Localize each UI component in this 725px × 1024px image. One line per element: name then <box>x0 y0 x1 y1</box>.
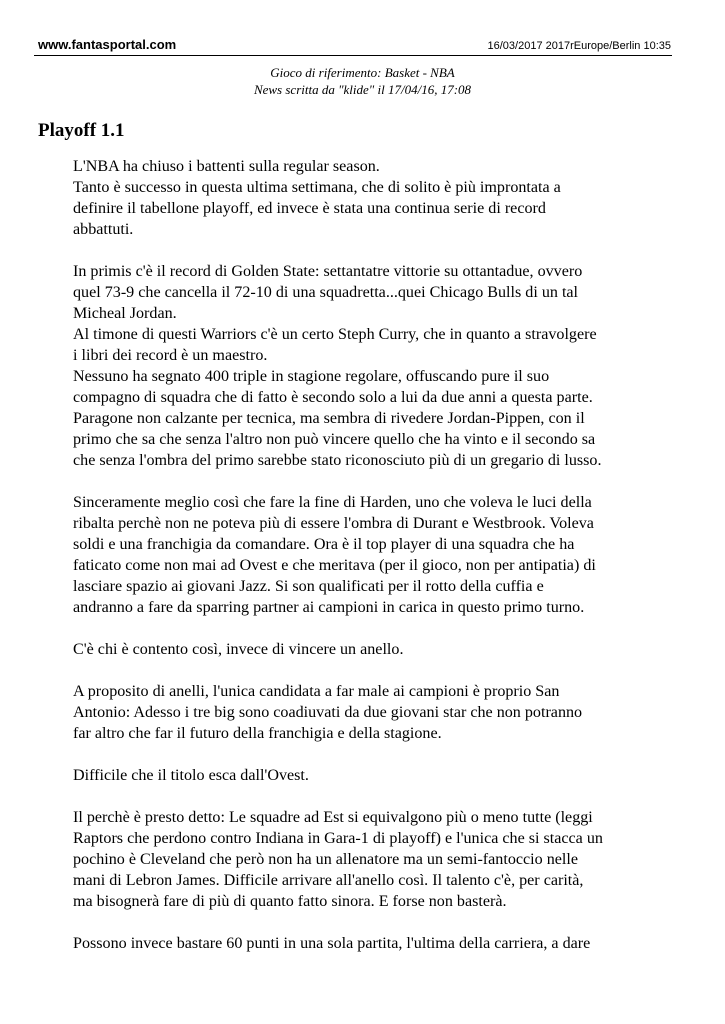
paragraph-line: faticato come non mai ad Ovest e che meritava (per il gioco, non per antipatia) di <box>73 557 596 574</box>
paragraph-line: i libri dei record è un maestro. <box>73 347 268 364</box>
author-line: News scritta da "klide" il 17/04/16, 17:08 <box>253 82 472 97</box>
paragraph-line: Antonio: Adesso i tre big sono coadiuvati da due giovani star che non potranno <box>73 704 583 721</box>
article-paragraph <box>73 492 688 618</box>
paragraph-line: Raptors che perdono contro Indiana in Gara-1 di playoff) e l'unica che si stacca un <box>73 830 603 847</box>
paragraph-line: L'NBA ha chiuso i battenti sulla regular season. <box>73 158 380 175</box>
paragraph-line: Al timone di questi Warriors c'è un certo Steph Curry, che in quanto a stravolgere <box>73 326 597 343</box>
paragraph-line: In primis c'è il record di Golden State: settantatre vittorie su ottantadue, ovvero <box>73 263 583 280</box>
article-title: Playoff 1.1 <box>38 120 125 141</box>
paragraph-line: primo che sa che senza l'altro non può vincere quello che ha vinto e il secondo sa <box>73 431 596 448</box>
header-divider <box>34 55 672 56</box>
site-url: www.fantasportal.com <box>38 37 177 52</box>
game-reference: Gioco di riferimento: Basket - NBA <box>270 65 455 80</box>
paragraph-line: Nessuno ha segnato 400 triple in stagione regolare, offuscando pure il suo <box>73 368 550 385</box>
paragraph-line: abbattuti. <box>73 221 134 238</box>
paragraph-line: C'è chi è contento così, invece di vincere un anello. <box>73 641 404 658</box>
paragraph-line: andranno a fare da sparring partner ai campioni in carica in questo primo turno. <box>73 599 585 616</box>
paragraph-line: compagno di squadra che di fatto è secondo solo a lui da due anni a questa parte. <box>73 389 593 406</box>
paragraph-line: Sinceramente meglio così che fare la fine di Harden, uno che voleva le luci della <box>73 494 592 511</box>
paragraph-line: definire il tabellone playoff, ed invece è stata una continua serie di record <box>73 200 546 217</box>
paragraph-line: Micheal Jordan. <box>73 305 177 322</box>
paragraph-line: Tanto è successo in questa ultima settimana, che di solito è più improntata a <box>73 179 561 196</box>
paragraph-line: ma bisognerà fare di più di quanto fatto sinora. E forse non basterà. <box>73 893 507 910</box>
article-meta <box>0 64 725 98</box>
article-paragraph <box>73 156 688 240</box>
article-paragraph <box>73 261 688 471</box>
print-date: 16/03/2017 2017rEurope/Berlin 10:35 <box>487 40 671 52</box>
article-paragraph <box>73 639 688 660</box>
paragraph-line: pochino è Cleveland che però non ha un allenatore ma un semi-fantoccio nelle <box>73 851 578 868</box>
paragraph-line: mani di Lebron James. Difficile arrivare all'anello così. Il talento c'è, per carità, <box>73 872 584 889</box>
article-paragraph <box>73 933 688 954</box>
paragraph-line: Paragone non calzante per tecnica, ma sembra di rivedere Jordan-Pippen, con il <box>73 410 585 427</box>
paragraph-line: quel 73-9 che cancella il 72-10 di una squadretta...quei Chicago Bulls di un tal <box>73 284 579 301</box>
paragraph-line: Il perchè è presto detto: Le squadre ad Est si equivalgono più o meno tutte (leggi <box>73 809 593 826</box>
paragraph-line: A proposito di anelli, l'unica candidata a far male ai campioni è proprio San <box>73 683 560 700</box>
paragraph-line: lasciare spazio ai giovani Jazz. Si son qualificati per il rotto della cuffia e <box>73 578 544 595</box>
paragraph-line: Difficile che il titolo esca dall'Ovest. <box>73 767 309 784</box>
paragraph-line: ribalta perchè non ne poteva più di essere l'ombra di Durant e Westbrook. Voleva <box>73 515 594 532</box>
article-paragraph <box>73 807 688 912</box>
paragraph-line: soldi e una franchigia da comandare. Ora è il top player di una squadra che ha <box>73 536 575 553</box>
article-body <box>73 156 688 975</box>
article-paragraph <box>73 765 688 786</box>
paragraph-line: che senza l'ombra del primo sarebbe stato riconosciuto più di un gregario di lusso. <box>73 452 602 469</box>
article-paragraph <box>73 681 688 744</box>
paragraph-line: Possono invece bastare 60 punti in una sola partita, l'ultima della carriera, a dare <box>73 935 591 952</box>
paragraph-line: far altro che far il futuro della franchigia e della stagione. <box>73 725 442 742</box>
